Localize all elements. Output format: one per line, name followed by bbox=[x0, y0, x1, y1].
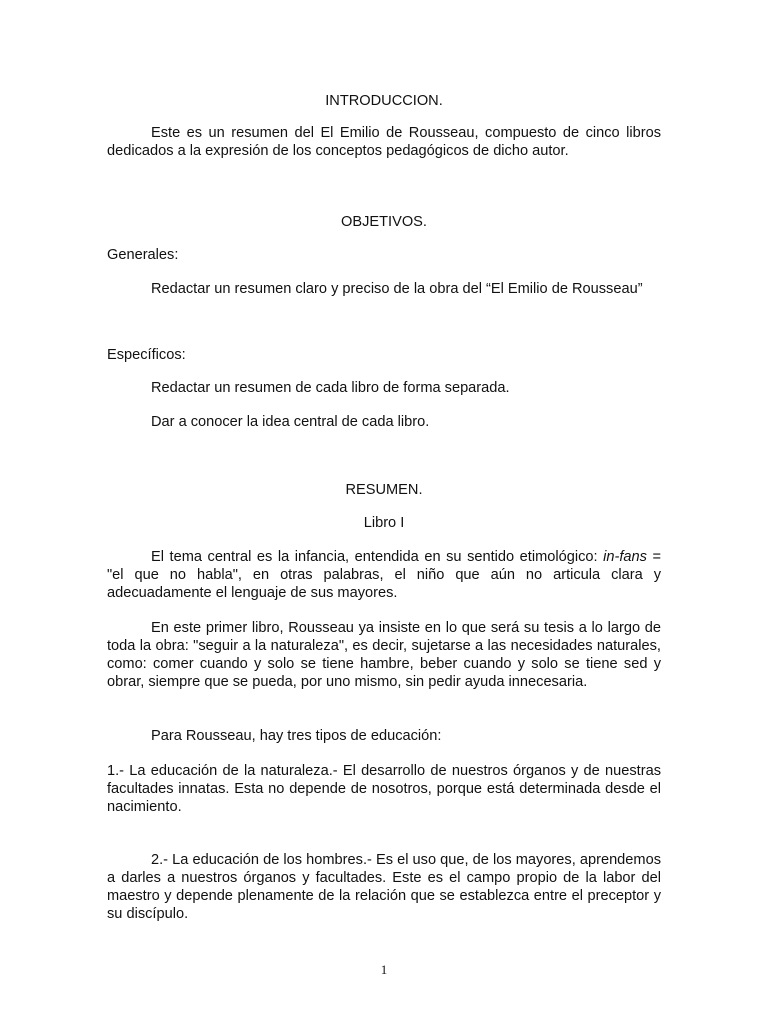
document-page bbox=[107, 0, 661, 1024]
summary-heading: RESUMEN. bbox=[345, 482, 423, 498]
specific-objective-item: Redactar un resumen de cada libro de forma separada. bbox=[151, 380, 510, 396]
intro-paragraph: Este es un resumen del El Emilio de Rousseau, compuesto de cinco libros dedicados a la expresión de los conceptos pedagógicos de dicho autor. bbox=[107, 125, 661, 159]
etymology-term: in-fans bbox=[603, 549, 647, 565]
general-objectives-label: Generales: bbox=[107, 247, 179, 263]
education-type-paragraph: 2.- La educación de los hombres.- Es el uso que, de los mayores, aprendemos a darles a nuestros órganos y facultades. Este es el campo propio de la labor del maestro y depende plenamente de la relación que se establezca entre el preceptor y su discípulo. bbox=[107, 852, 661, 922]
page-number: 1 bbox=[380, 962, 388, 977]
summary-paragraph bbox=[107, 548, 661, 602]
paragraph-text: El tema central es la infancia, entendida en su sentido etimológico: bbox=[151, 549, 604, 565]
summary-paragraph: Para Rousseau, hay tres tipos de educación: bbox=[151, 728, 442, 744]
summary-paragraph: En este primer libro, Rousseau ya insiste en lo que será su tesis a lo largo de toda la obra: "seguir a la naturaleza", es decir, sujetarse a las necesidades naturales, como: comer cuando y solo se tiene hambre, beber cuando y solo se tiene sed y obrar, siempre que se pueda, por uno mismo, sin pedir ayuda innecesaria. bbox=[107, 620, 661, 690]
general-objective-item: Redactar un resumen claro y preciso de la obra del “El Emilio de Rousseau” bbox=[151, 281, 643, 297]
book-title: Libro I bbox=[363, 515, 405, 531]
intro-heading: INTRODUCCION. bbox=[325, 93, 443, 109]
paragraph-text: = "el que no habla", en otras palabras, el niño que aún no articula clara y adecuadamente el lenguaje de sus mayores. bbox=[107, 549, 662, 601]
education-type-paragraph: 1.- La educación de la naturaleza.- El desarrollo de nuestros órganos y de nuestras facultades innatas. Esta no depende de nosotros, porque está determinada desde el nacimiento. bbox=[107, 763, 661, 815]
objectives-heading: OBJETIVOS. bbox=[341, 214, 427, 230]
specific-objectives-label: Específicos: bbox=[107, 347, 186, 363]
specific-objective-item: Dar a conocer la idea central de cada libro. bbox=[151, 414, 430, 430]
